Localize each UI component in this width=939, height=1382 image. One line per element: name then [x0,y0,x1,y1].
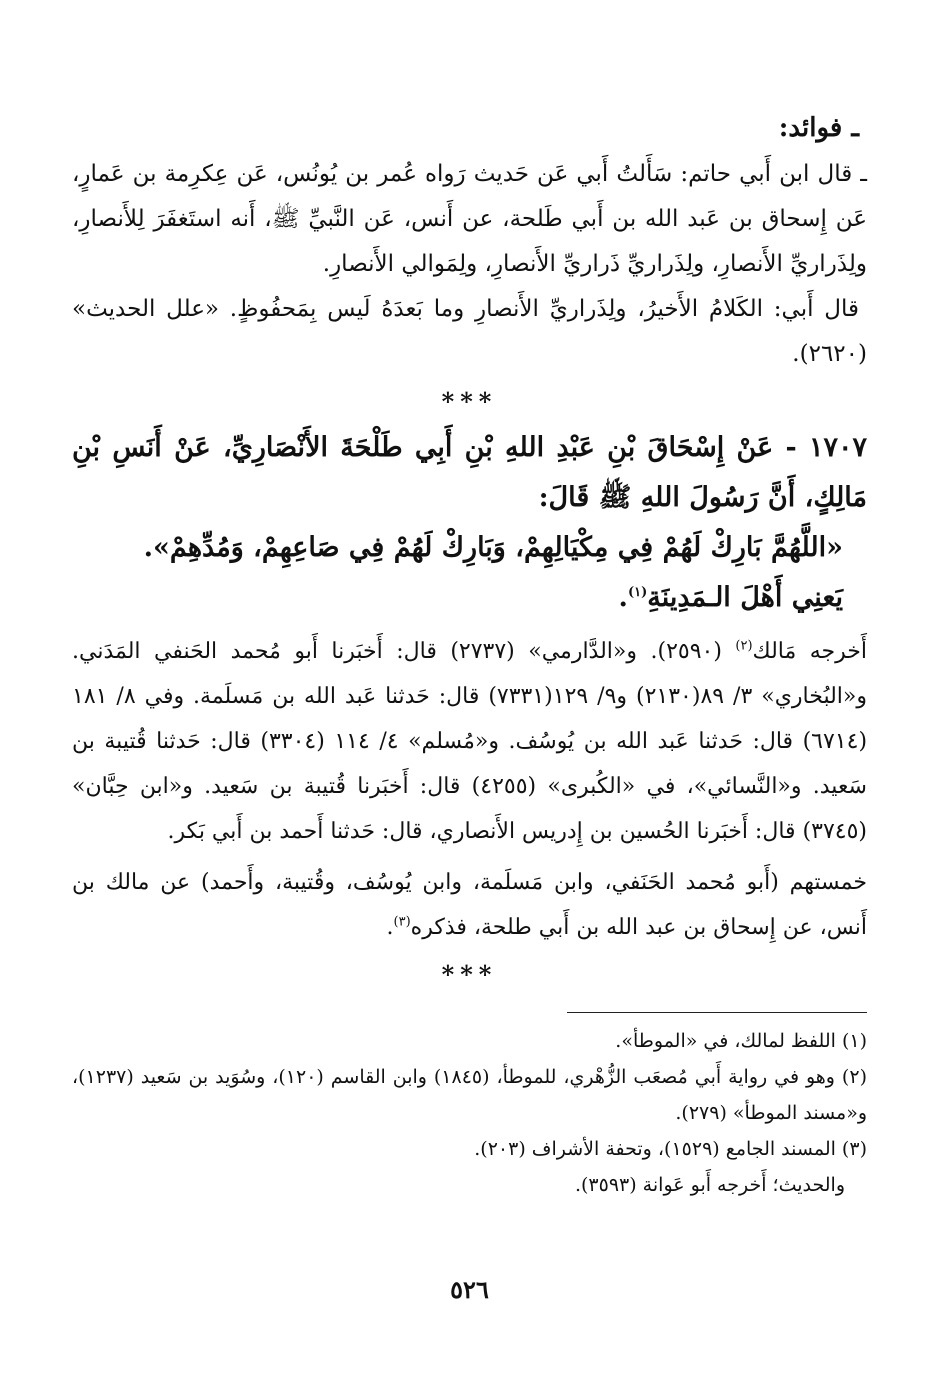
footnotes [72,1023,867,1203]
section-separator-end: *** [441,960,498,989]
takhrij-text-b: (٢٥٩٠). و«الدَّارمي» (٢٧٣٧) قال: أَخبَرنا أَبو مُحمد الحَنفي المَدَني. و«البُخاري» ٣/ ٨٩(٢١٣٠) و٩/ ١٢٩(٧٣٣١) قال: حَدثنا عَبد الله بن مَسلَمة. وفي ٨/ ١٨١ (٦٧١٤) قال: حَدثنا عَبد الله بن يُوسُف. و«مُسلم» ٤/ ١١٤ (٣٣٠٤) قال: حَدثنا قُتيبة بن سَعيد. و«النَّسائي»، في «الكُبرى» (٤٢٥٥) قال: أَخبَرنا قُتيبة بن سَعيد. و«ابن حِبَّان» (٣٧٤٥) قال: أَخبَرنا الحُسين بن إِدريس الأَنصاري، قال: حَدثنا أَحمد بن أَبي بَكر. [72,639,868,844]
hadith-matn: «اللَّهُمَّ بَارِكْ لَهُمْ فِي مِكْيَالِهِمْ، وَبَارِكْ لَهُمْ فِي صَاعِهِمْ، وَمُدِّهِمْ». [143,532,843,563]
page-body [72,110,867,1382]
hadith-isnad-text: عَنْ إِسْحَاقَ بْنِ عَبْدِ اللهِ بْنِ أَبِي طَلْحَةَ الأَنْصَارِيِّ، عَنْ أَنَسِ بْنِ مَالِكٍ، أَنَّ رَسُولَ اللهِ ﷺ قَالَ: [72,432,867,513]
takhrij-summary-end: . [386,915,394,940]
fawaid-heading: ـ فوائد: [778,113,859,143]
footnote-divider [567,1012,867,1013]
footnote-ref-1: (١) [627,585,648,600]
fawaid-paragraph-2: قال أَبي: الكَلامُ الأَخيرُ، ولِذَراريِّ الأَنصارِ وما بَعدَهُ لَيس بِمَحفُوظٍ. «علل الحديث» (٢٦٢٠). [72,296,867,367]
hadith-isnad [72,423,867,523]
footnote-1: (١) اللفظ لمالك، في «الموطأ». [615,1030,867,1052]
takhrij-text-a: أَخرجه مَالك [752,639,867,664]
footnote-2: (٢) وهو في رواية أَبي مُصعَب الزُّهْري، للموطأ، (١٨٤٥) وابن القاسم (١٢٠)، وسُوَيد بن سَعيد (١٢٣٧)، و«مسند الموطأ» (٢٧٩). [72,1066,867,1124]
footnote-ref-2: (٢) [735,638,753,654]
takhrij-summary-text: خمستهم (أَبو مُحمد الحَنَفي، وابن مَسلَمة، وابن يُوسُف، وقُتيبة، وأَحمد) عن مالك بن أَنس، عن إِسحاق بن عبد الله بن أَبي طلحة، فذكره [72,870,867,940]
footnote-3: (٣) المسند الجامع (١٥٢٩)، وتحفة الأشراف (٢٠٣). [474,1138,867,1160]
hadith-note-text: يَعنِي أَهْلَ الـمَدِينَةِ [647,582,843,613]
hadith-note [72,573,843,623]
page-number: ٥٢٦ [450,1275,489,1304]
footnote-3-continuation: والحديث؛ أَخرجه أَبو عَوانة (٣٥٩٣). [574,1174,845,1196]
hadith-note-end: . [618,582,628,613]
takhrij-paragraph-1 [72,629,867,854]
footnote-ref-3: (٣) [393,914,411,930]
hadith-number: ١٧٠٧ - [785,432,868,463]
section-separator: *** [441,387,498,416]
takhrij-paragraph-2 [72,860,867,950]
fawaid-paragraph-1: ـ قال ابن أَبي حاتم: سَأَلتُ أَبي عَن حَديث رَواه عُمر بن يُونُس، عَن عِكرِمة بن عَمارٍ، عَن إِسحاق بن عَبد الله بن أَبي طَلحة، عن أَنس، عَن النَّبيِّ ﷺ، أَنه استَغفَرَ لِلأَنصارِ، ولِذَراريِّ الأَنصارِ، ولِذَراريِّ ذَراريِّ الأَنصارِ، ولِمَوالي الأَنصارِ. [72,161,867,277]
